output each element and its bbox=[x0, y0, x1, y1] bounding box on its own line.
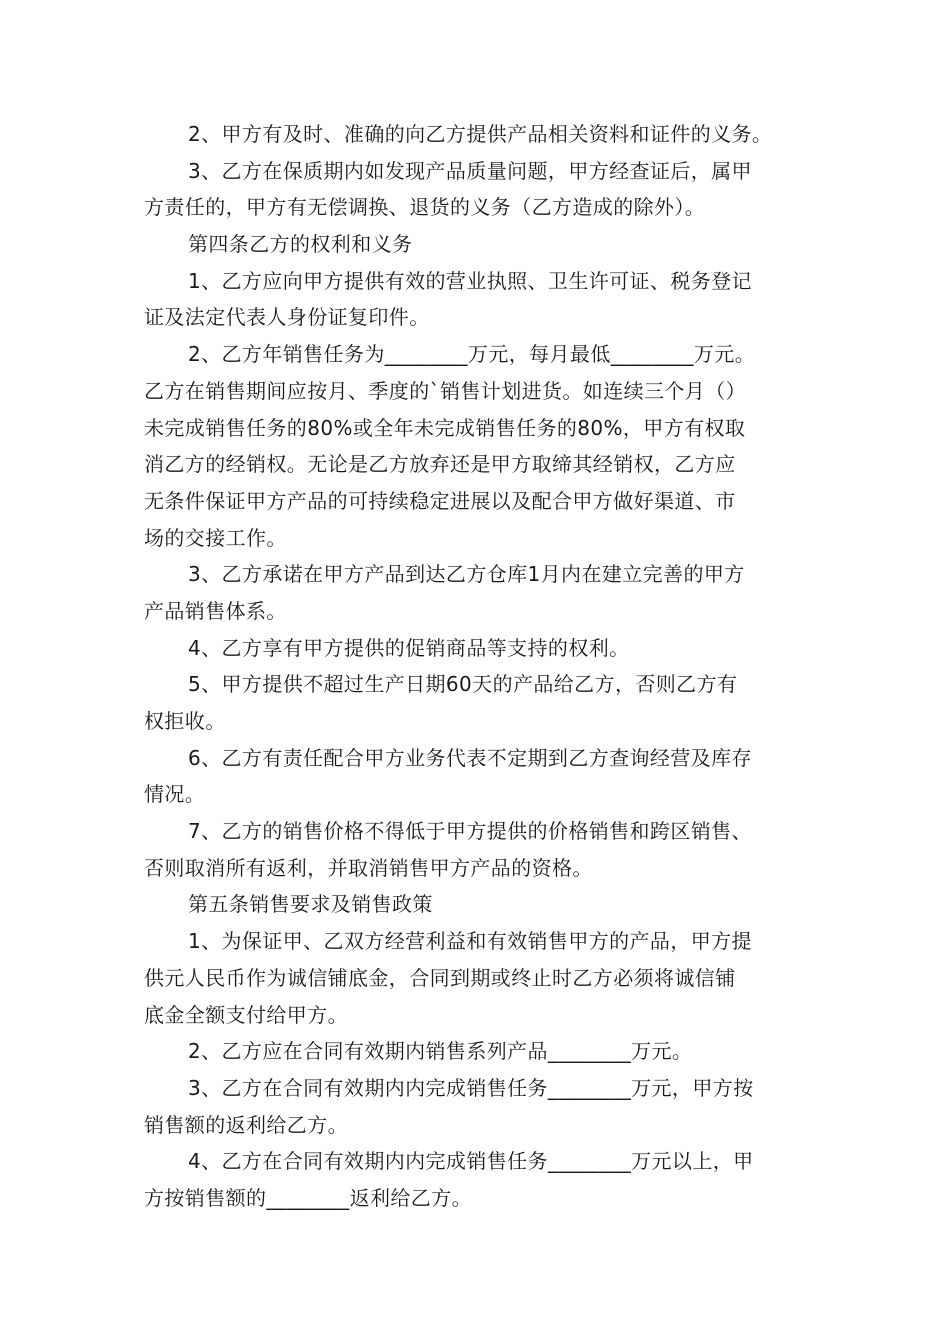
text-line: 销售额的返利给乙方。 bbox=[144, 1112, 348, 1137]
text-line: 底金全额支付给甲方。 bbox=[144, 1002, 348, 1027]
text-line: 3、乙方在保质期内如发现产品质量问题，甲方经查证后，属甲 bbox=[188, 158, 752, 183]
text-line: 6、乙方有责任配合甲方业务代表不定期到乙方查询经营及库存 bbox=[188, 745, 752, 770]
text-line: 场的交接工作。 bbox=[144, 525, 287, 550]
text-line: 1、为保证甲、乙双方经营利益和有效销售甲方的产品，甲方提 bbox=[188, 929, 752, 954]
text-line: 产品销售体系。 bbox=[144, 598, 287, 623]
text-line: 方责任的，甲方有无偿调换、退货的义务（乙方造成的除外）。 bbox=[144, 195, 706, 220]
text-line: 3、乙方承诺在甲方产品到达乙方仓库1月内在建立完善的甲方 bbox=[188, 562, 745, 587]
text-line: 7、乙方的销售价格不得低于甲方提供的价格销售和跨区销售、 bbox=[188, 819, 752, 844]
text-line: 第五条销售要求及销售政策 bbox=[188, 892, 433, 917]
text-line: 2、乙方年销售任务为________万元，每月最低________万元。 bbox=[188, 342, 756, 367]
text-line: 情况。 bbox=[144, 782, 206, 807]
text-line: 权拒收。 bbox=[144, 709, 226, 733]
text-line: 供元人民币作为诚信铺底金，合同到期或终止时乙方必须将诚信铺 bbox=[144, 965, 736, 990]
text-line: 无条件保证甲方产品的可持续稳定进展以及配合甲方做好渠道、市 bbox=[144, 488, 736, 513]
text-line: 第四条乙方的权利和义务 bbox=[188, 232, 413, 257]
text-line: 5、甲方提供不超过生产日期60天的产品给乙方，否则乙方有 bbox=[188, 672, 738, 697]
text-line: 证及法定代表人身份证复印件。 bbox=[144, 305, 430, 330]
text-line: 未完成销售任务的80%或全年未完成销售任务的80%，甲方有权取 bbox=[144, 415, 746, 440]
text-line: 2、乙方应在合同有效期内销售系列产品________万元。 bbox=[188, 1039, 693, 1064]
text-line: 消乙方的经销权。无论是乙方放弃还是甲方取缔其经销权，乙方应 bbox=[144, 452, 736, 477]
text-line: 4、乙方享有甲方提供的促销商品等支持的权利。 bbox=[188, 635, 630, 660]
text-line: 2、甲方有及时、准确的向乙方提供产品相关资料和证件的义务。 bbox=[188, 122, 773, 146]
text-line: 4、乙方在合同有效期内内完成销售任务________万元以上，甲 bbox=[188, 1149, 754, 1174]
text-line: 3、乙方在合同有效期内内完成销售任务________万元，甲方按 bbox=[188, 1075, 754, 1100]
document-body bbox=[144, 116, 810, 1217]
text-line: 1、乙方应向甲方提供有效的营业执照、卫生许可证、税务登记 bbox=[188, 268, 752, 293]
text-line: 乙方在销售期间应按月、季度的`销售计划进货。如连续三个月（） bbox=[144, 378, 746, 403]
text-line: 否则取消所有返利，并取消销售甲方产品的资格。 bbox=[144, 855, 593, 880]
text-line: 方按销售额的________返利给乙方。 bbox=[144, 1185, 472, 1210]
